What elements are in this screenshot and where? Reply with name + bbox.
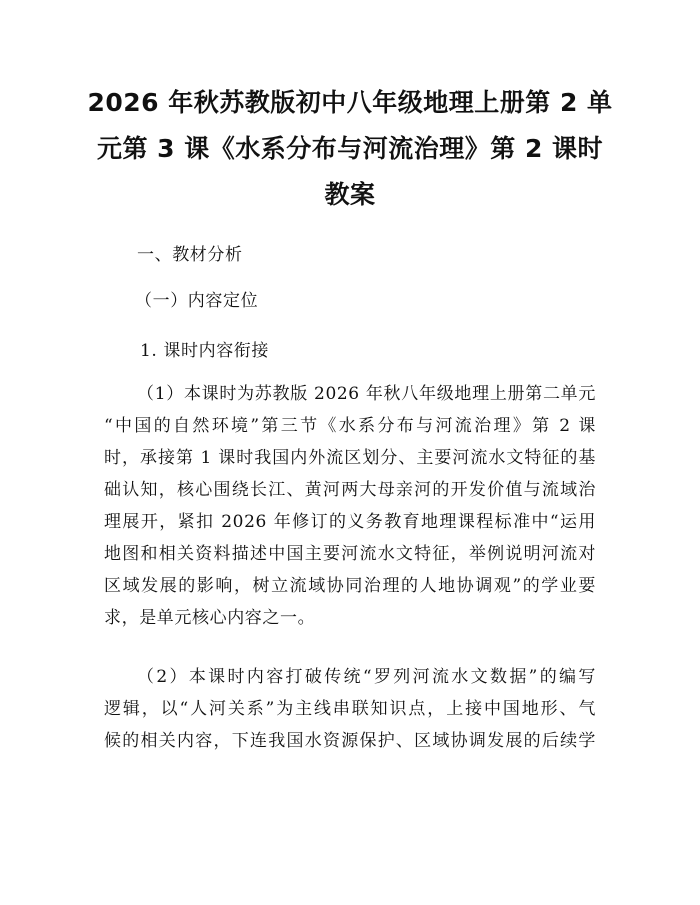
- document-title-line-1: 2026 年秋苏教版初中八年级地理上册第 2 单: [87, 88, 613, 117]
- item-heading: 1. 课时内容衔接: [140, 341, 270, 361]
- paragraph-1-line-6: 地图和相关资料描述中国主要河流水文特征，举例说明河流对: [104, 544, 596, 564]
- document-title-line-2: 元第 3 课《水系分布与河流治理》第 2 课时: [96, 134, 604, 163]
- section-heading: 一、教材分析: [137, 245, 243, 265]
- paragraph-1-line-7: 区域发展的影响，树立流域协同治理的人地协调观”的学业要: [104, 576, 596, 596]
- paragraph-2-line-2: 逻辑，以“人河关系”为主线串联知识点，上接中国地形、气: [104, 699, 596, 719]
- paragraph-1-line-4: 础认知，核心围绕长江、黄河两大母亲河的开发价值与流域治: [104, 480, 596, 500]
- paragraph-2-line-3: 候的相关内容，下连我国水资源保护、区域协调发展的后续学: [104, 731, 596, 751]
- paragraph-1-line-1: （1）本课时为苏教版 2026 年秋八年级地理上册第二单元: [137, 384, 596, 404]
- paragraph-1-line-8: 求，是单元核心内容之一。: [104, 608, 316, 628]
- paragraph-2-line-1: （2）本课时内容打破传统“罗列河流水文数据”的编写: [137, 667, 596, 687]
- document-title-line-3: 教案: [324, 180, 376, 209]
- paragraph-1-line-3: 时，承接第 1 课时我国内外流区划分、主要河流水文特征的基: [104, 448, 596, 468]
- paragraph-1-line-2: “中国的自然环境”第三节《水系分布与河流治理》第 2 课: [104, 416, 596, 436]
- subsection-heading: （一）内容定位: [135, 291, 259, 311]
- paragraph-1-line-5: 理展开，紧扣 2026 年修订的义务教育地理课程标准中“运用: [104, 512, 596, 532]
